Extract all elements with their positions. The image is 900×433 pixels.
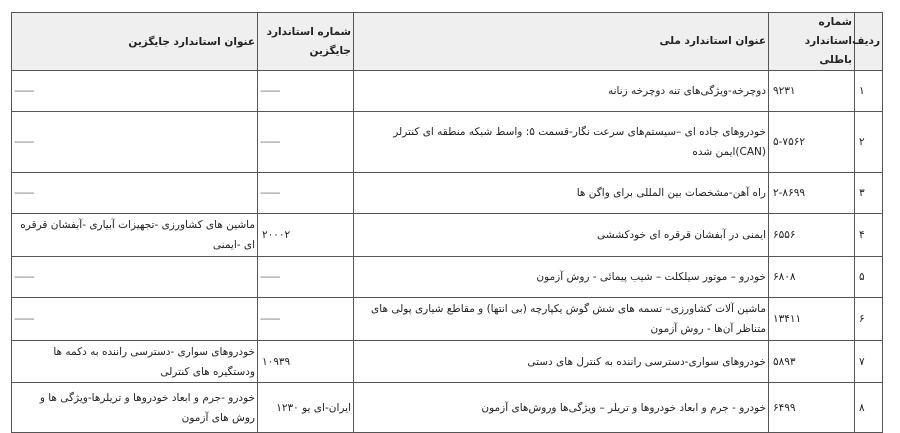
national-title: ایمنی در آبفشان قرقره ای خودکششی <box>354 214 769 257</box>
replacement-number: ------- <box>258 112 354 173</box>
replacement-title: ------- <box>12 112 258 173</box>
replacement-title: ------- <box>12 298 258 341</box>
national-title: دوچرخه-ویژگی‌های تنه دوچرخه زنانه <box>354 71 769 112</box>
replacement-title: ------- <box>12 173 258 214</box>
replacement-number: ۲۰۰۰۲ <box>258 214 354 257</box>
header-replacement-number: شماره استاندارد جایگزین <box>258 13 354 71</box>
national-title: خودروهای سواری-دسترسی راننده به کنترل های دستی <box>354 341 769 383</box>
replacement-number: ------- <box>258 257 354 298</box>
replacement-number: ------- <box>258 298 354 341</box>
table-row <box>12 71 883 112</box>
cancelled-number: ۶۵۵۶ <box>769 214 855 257</box>
row-number: ۱ <box>855 71 883 112</box>
table-row <box>12 112 883 173</box>
table-row <box>12 257 883 298</box>
table-row <box>12 214 883 257</box>
national-title: ماشین آلات کشاورزی– تسمه های شش گوش یکپارچه (بی انتها) و مقاطع شیاری پولی های متناظر آن‌ها - روش آزمون <box>354 298 769 341</box>
cancelled-number: ۵-۷۵۶۲ <box>769 112 855 173</box>
table-row <box>12 341 883 383</box>
cancelled-number: ۶۴۹۹ <box>769 383 855 433</box>
national-title: راه آهن-مشخصات بین المللی برای واگن ها <box>354 173 769 214</box>
row-number: ۴ <box>855 214 883 257</box>
cancelled-standards-table <box>11 12 883 433</box>
cancelled-number: ۹۲۳۱ <box>769 71 855 112</box>
row-number: ۷ <box>855 341 883 383</box>
replacement-title: خودرو -جرم و ابعاد خودروها و تریلرها-ویژگی ها و روش های آزمون <box>12 383 258 433</box>
national-title: خودرو – موتور سیلکلت – شیب پیمائی - روش آزمون <box>354 257 769 298</box>
row-number: ۵ <box>855 257 883 298</box>
header-national-title: عنوان استاندارد ملی <box>354 13 769 71</box>
row-number: ۲ <box>855 112 883 173</box>
replacement-number: ------- <box>258 173 354 214</box>
table-header-row <box>12 13 883 71</box>
table-row <box>12 298 883 341</box>
cancelled-number: ۲-۸۶۹۹ <box>769 173 855 214</box>
row-number: ۶ <box>855 298 883 341</box>
table-row <box>12 383 883 433</box>
header-row-number: ردیف <box>855 13 883 71</box>
cancelled-number: ۵۸۹۳ <box>769 341 855 383</box>
standards-table-container <box>11 12 882 433</box>
replacement-number: ایران-ای یو ۱۲۳۰ <box>258 383 354 433</box>
header-cancelled-number: شماره استاندارد باطلی <box>769 13 855 71</box>
cancelled-number: ۶۸۰۸ <box>769 257 855 298</box>
replacement-title: ------- <box>12 257 258 298</box>
header-replacement-title: عنوان استاندارد جایگزین <box>12 13 258 71</box>
replacement-title: ماشین های کشاورزی -تجهیزات آبیاری -آبفشان قرقره ای -ایمنی <box>12 214 258 257</box>
replacement-number: ۱۰۹۳۹ <box>258 341 354 383</box>
table-row <box>12 173 883 214</box>
national-title: خودروهای جاده ای –سیستم‌های سرعت نگار-قسمت ۵: واسط شبکه منطقه ای کنترلر (CAN)ایمن شده <box>354 112 769 173</box>
replacement-title: خودروهای سواری -دسترسی راننده به دکمه ها ودستگیره های کنترلی <box>12 341 258 383</box>
cancelled-number: ۱۳۴۱۱ <box>769 298 855 341</box>
national-title: خودرو - جرم و ابعاد خودروها و تریلر – ویژگی‌ها وروش‌های آزمون <box>354 383 769 433</box>
replacement-title: ------- <box>12 71 258 112</box>
row-number: ۳ <box>855 173 883 214</box>
row-number: ۸ <box>855 383 883 433</box>
replacement-number: ------- <box>258 71 354 112</box>
